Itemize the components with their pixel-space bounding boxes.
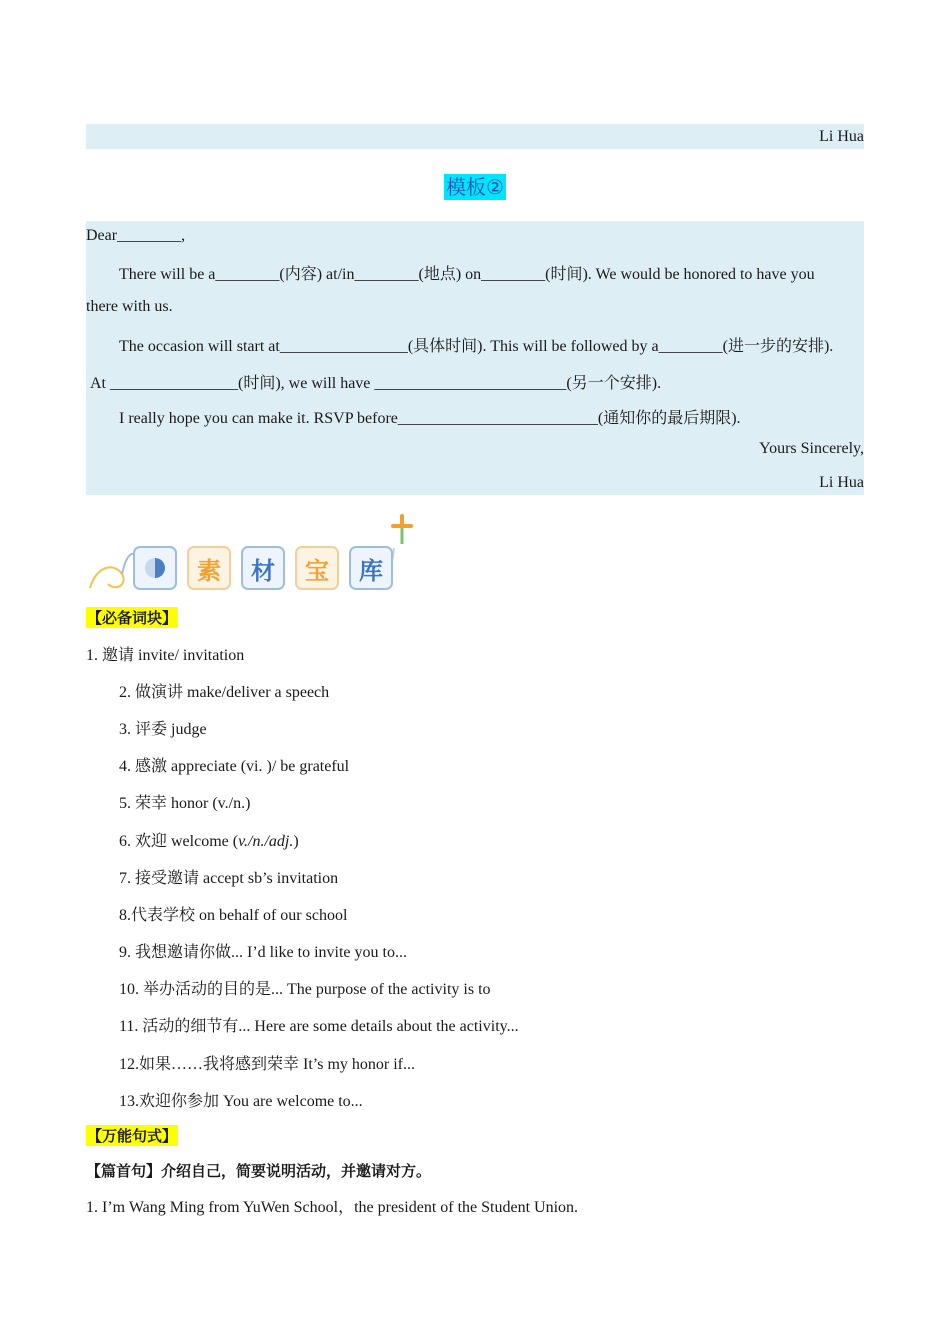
list-item: 6. 欢迎 welcome (v./n./adj.) <box>119 833 299 850</box>
signature-text: Li Hua <box>819 128 864 145</box>
banner-tile-2 <box>241 546 285 590</box>
banner-tile-moon <box>133 546 177 590</box>
previous-letter-signature-band <box>86 124 864 149</box>
letter-signature: Li Hua <box>819 474 864 491</box>
list-item: 5. 荣幸 honor (v./n.) <box>119 795 251 812</box>
banner-char: 材 <box>251 556 275 585</box>
template-title <box>0 171 950 200</box>
banner-tile-4 <box>349 546 393 590</box>
list-item: 2. 做演讲 make/deliver a speech <box>119 684 330 701</box>
section-label-vocabulary: 【必备词块】 <box>87 609 178 627</box>
list-item: 13.欢迎你参加 You are welcome to... <box>119 1093 363 1110</box>
letter-closing: Yours Sincerely, <box>759 440 864 457</box>
list-item: 10. 举办活动的目的是... The purpose of the activity is to <box>119 981 491 998</box>
letter-paragraph-1-line-1: There will be a________(内容) at/in________(地点) on________(时间). We would be honored to have you <box>119 266 815 283</box>
banner-char: 素 <box>197 556 221 585</box>
letter-paragraph-3: I really hope you can make it. RSVP before_________________________(通知你的最后期限). <box>119 410 741 427</box>
section-label-sentence-patterns: 【万能句式】 <box>87 1127 178 1145</box>
material-library-banner <box>86 514 426 596</box>
banner-char: 宝 <box>305 556 329 585</box>
list-item: 11. 活动的细节有... Here are some details about the activity... <box>119 1018 519 1035</box>
subheading-opening-sentence: 【篇首句】介绍自己，简要说明活动，并邀请对方。 <box>86 1162 432 1180</box>
moon-icon <box>145 558 165 578</box>
banner-tile-3 <box>295 546 339 590</box>
list-item: 4. 感激 appreciate (vi. )/ be grateful <box>119 758 350 775</box>
banner-char: 库 <box>359 556 383 585</box>
list-item: 1. 邀请 invite/ invitation <box>86 647 245 664</box>
list-item: 12.如果……我将感到荣幸 It’s my honor if... <box>119 1056 415 1073</box>
list-item: 3. 评委 judge <box>119 721 207 738</box>
letter-template-box <box>86 221 864 495</box>
letter-paragraph-2-line-2: At ________________(时间), we will have ________________________(另一个安排). <box>90 375 662 392</box>
letter-paragraph-1-line-2: there with us. <box>86 298 173 315</box>
list-item: 1. I’m Wang Ming from YuWen School，the president of the Student Union. <box>86 1199 579 1216</box>
list-item: 8.代表学校 on behalf of our school <box>119 907 348 924</box>
list-item: 9. 我想邀请你做... I’d like to invite you to... <box>119 944 407 961</box>
template-title-text: 模板② <box>446 175 504 199</box>
letter-greeting: Dear________, <box>86 227 186 244</box>
list-item: 7. 接受邀请 accept sb’s invitation <box>119 870 339 887</box>
letter-paragraph-2-line-1: The occasion will start at________________(具体时间). This will be followed by a________(进一步的安排). <box>119 338 834 355</box>
banner-tile-1 <box>187 546 231 590</box>
